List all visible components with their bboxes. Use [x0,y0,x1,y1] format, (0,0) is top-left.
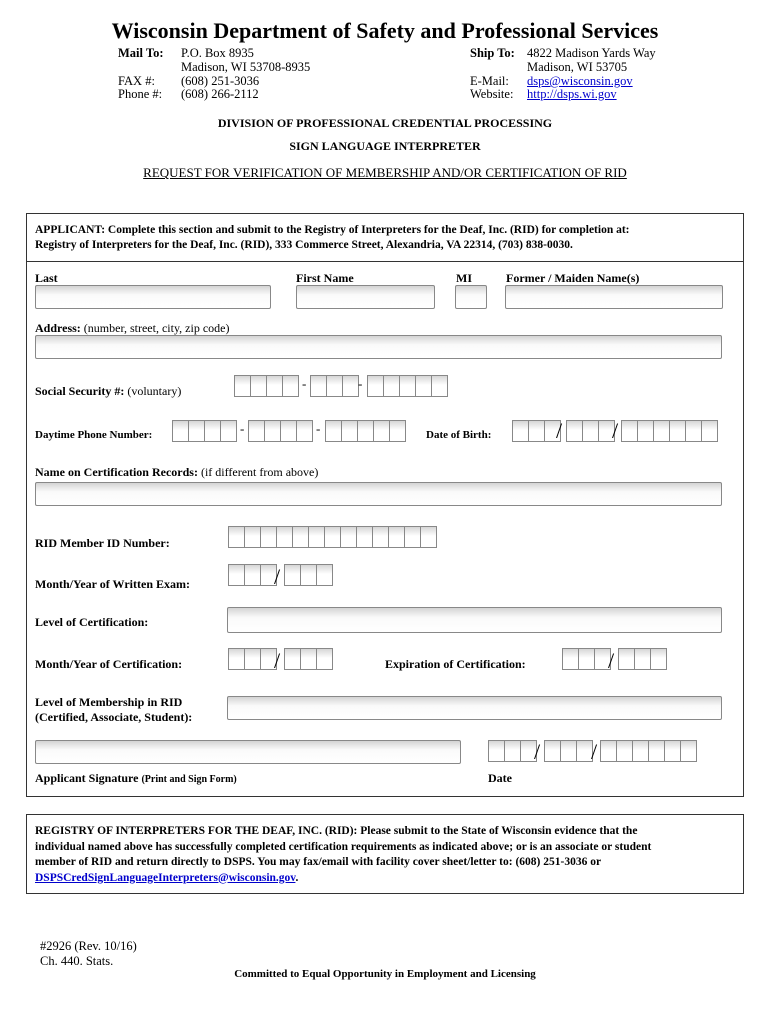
statute: Ch. 440. Stats. [40,954,114,968]
cert-name-hint: (if different from above) [200,465,319,479]
ssn-area-boxes[interactable] [234,375,298,397]
membership-label: Level of Membership in RID [35,695,183,709]
ssn-serial-boxes[interactable] [367,375,447,397]
mi-field[interactable] [455,285,487,309]
agency-title: Wisconsin Department of Safety and Professional Services [111,18,659,43]
website-label: Website: [470,87,514,101]
cert-date-label: Month/Year of Certification: [35,657,183,671]
profession-heading: SIGN LANGUAGE INTERPRETER [289,139,481,153]
applicant-instructions-line1: APPLICANT: Complete this section and submit to the Registry of Interpreters for the Deaf, Inc. (RID) for completion at: [35,224,630,236]
fax-value: (608) 251-3036 [181,74,260,88]
rid-text-line3: member of RID and return directly to DSPS. You may fax/email with facility cover sheet/letter to: (608) 251-3036 or [35,856,602,868]
first-name-field[interactable] [296,285,435,309]
applicant-instructions-line2: Registry of Interpreters for the Deaf, Inc. (RID), 333 Commerce Street, Alexandria, VA 22314, (703) 838-0030. [35,239,573,251]
written-exam-month-boxes[interactable] [228,564,276,586]
dob-month-boxes[interactable] [512,418,563,443]
phone-area-boxes[interactable] [172,420,236,442]
slash: / [274,648,281,673]
slash: / [608,648,615,673]
cert-year-boxes[interactable] [284,648,332,670]
address-label: Address: [35,321,81,335]
phone-label: Phone #: [118,87,163,101]
form-title: REQUEST FOR VERIFICATION OF MEMBERSHIP AND/OR CERTIFICATION OF RID [143,165,627,180]
signature-hint: (Print and Sign Form) [141,774,237,785]
former-name-label: Former / Maiden Name(s) [506,271,640,285]
email-label: E-Mail: [470,74,509,88]
dash: - [240,421,245,436]
dash: - [302,376,307,391]
mail-to-line1: P.O. Box 8935 [181,46,254,60]
rid-id-label: RID Member ID Number: [35,536,170,550]
address-field[interactable] [35,335,722,359]
division-heading: DIVISION OF PROFESSIONAL CREDENTIAL PROCESSING [217,116,553,130]
cert-name-label: Name on Certification Records: [35,465,198,479]
written-exam-year-boxes[interactable] [284,564,332,586]
phone-number-label: Daytime Phone Number: [35,429,153,441]
first-name-label: First Name [296,271,354,285]
membership-hint: (Certified, Associate, Student): [35,710,193,724]
mail-to-label: Mail To: [118,46,164,60]
email-link[interactable]: dsps@wisconsin.gov [527,74,633,88]
written-exam-label: Month/Year of Written Exam: [35,577,190,591]
ssn-group-boxes[interactable] [310,375,358,397]
ship-to-line1: 4822 Madison Yards Way [527,46,656,60]
rid-instructions [35,824,740,886]
dob-year-boxes[interactable] [621,420,717,442]
date-label: Date [488,771,512,785]
slash: / [274,564,281,589]
signature-field[interactable] [35,740,461,764]
signature-label: Applicant Signature [35,771,139,785]
level-cert-label: Level of Certification: [35,615,149,629]
ship-to-label: Ship To: [470,46,515,60]
level-cert-field[interactable] [227,607,722,633]
phone-value: (608) 266-2112 [181,87,259,101]
mail-to-line2: Madison, WI 53708-8935 [181,60,311,74]
expiration-label: Expiration of Certification: [385,657,526,671]
slash: / [534,739,541,764]
phone-prefix-boxes[interactable] [248,420,312,442]
rid-email-suffix: . [295,871,299,884]
former-name-field[interactable] [505,285,723,309]
ssn-label: Social Security #: [35,384,125,398]
rid-text-line2: individual named above has successfully completed certification requirements as indicated above; or is an associate or student [35,840,652,853]
ship-to-line2: Madison, WI 53705 [527,60,628,74]
expiration-year-boxes[interactable] [618,648,666,670]
slash: / [556,418,563,443]
equal-opportunity-motto: Committed to Equal Opportunity in Employment and Licensing [234,968,536,980]
last-name-label: Last [35,271,58,285]
rid-id-boxes[interactable] [228,526,436,548]
dash: - [316,421,321,436]
cert-month-boxes[interactable] [228,648,276,670]
slash: / [591,739,598,764]
expiration-month-boxes[interactable] [562,648,610,670]
address-hint: (number, street, city, zip code) [83,321,230,335]
divider [26,261,744,262]
sign-day-boxes[interactable] [544,740,592,762]
rid-text-line1: REGISTRY OF INTERPRETERS FOR THE DEAF, INC. (RID): Please submit to the State of Wisconsin evidence that the [35,825,638,837]
ssn-hint: (voluntary) [127,384,182,398]
slash: / [612,418,619,443]
sign-year-boxes[interactable] [600,740,696,762]
form-number: #2926 (Rev. 10/16) [40,939,137,953]
dash: - [358,376,363,391]
dob-day-boxes[interactable] [566,420,614,442]
sign-month-boxes[interactable] [488,740,536,762]
last-name-field[interactable] [35,285,271,309]
website-link[interactable]: http://dsps.wi.gov [527,87,617,101]
mi-label: MI [456,271,472,285]
fax-label: FAX #: [118,74,155,88]
rid-email-link[interactable]: DSPSCredSignLanguageInterpreters@wisconsin.gov [35,871,296,884]
cert-name-field[interactable] [35,482,722,506]
membership-field[interactable] [227,696,722,720]
phone-line-boxes[interactable] [325,420,405,442]
dob-label: Date of Birth: [426,429,492,441]
